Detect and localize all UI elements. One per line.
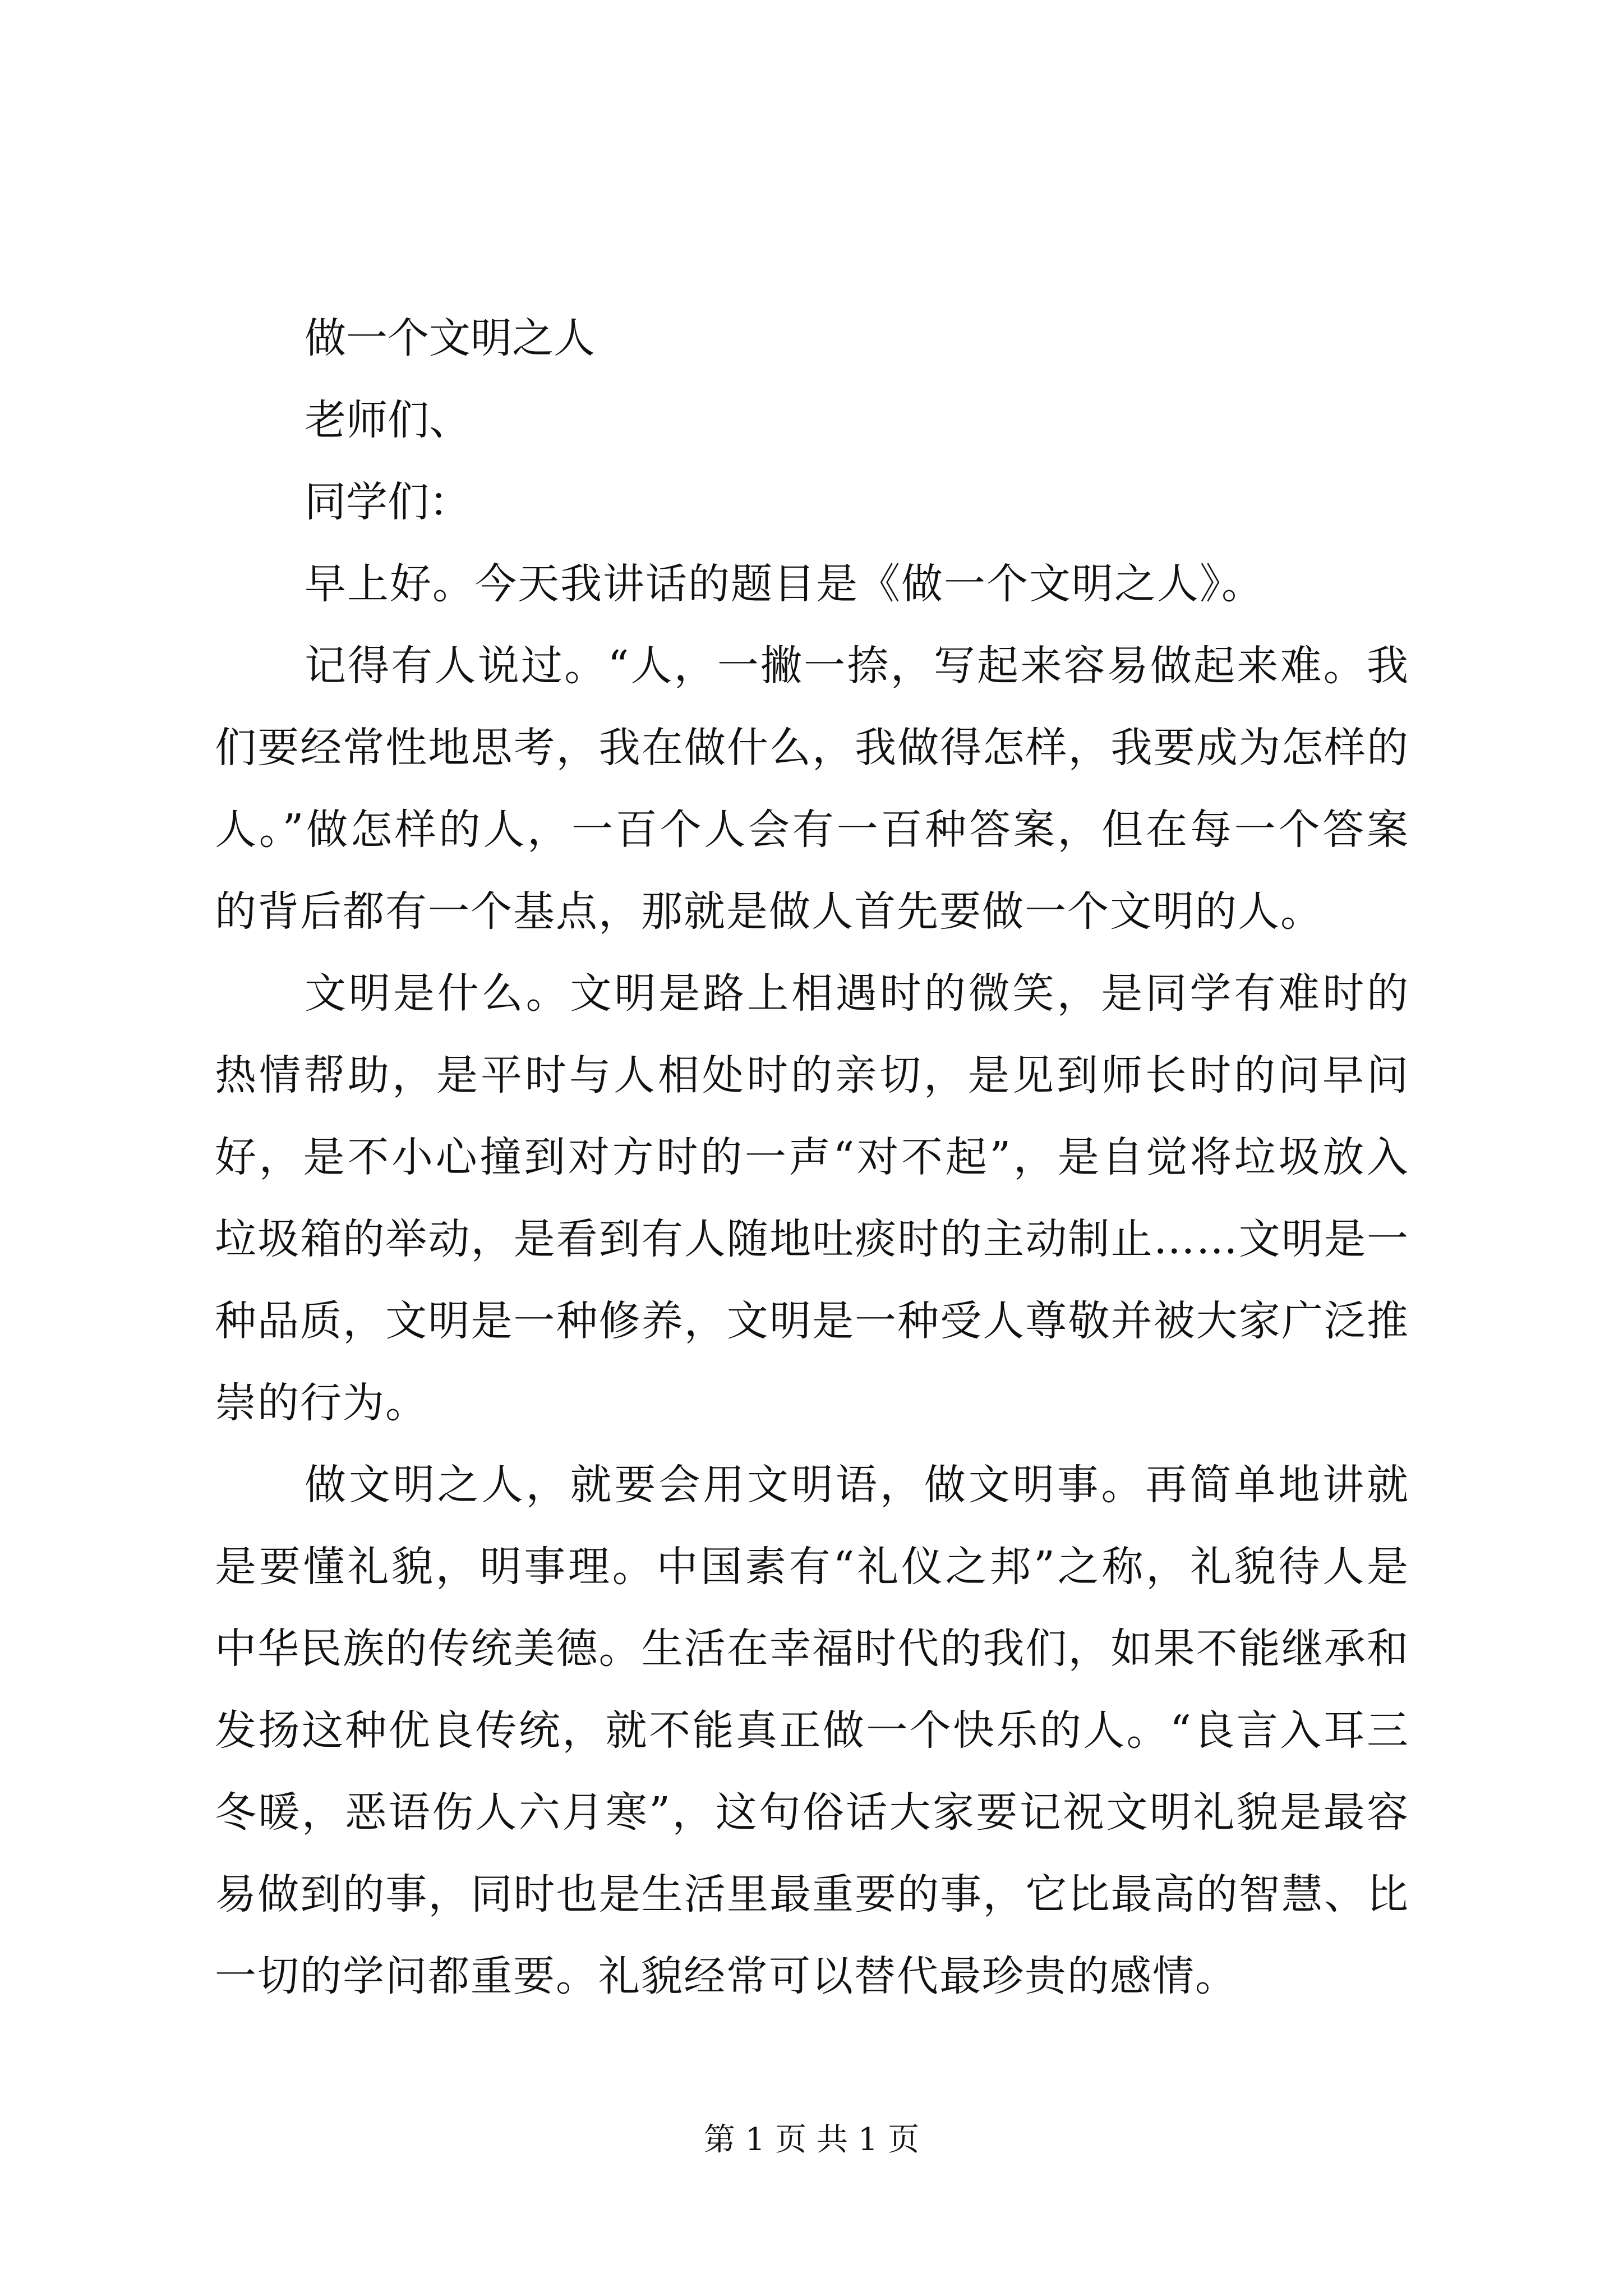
- salutation-students: 同学们：: [305, 478, 471, 526]
- salutation-teachers: 老师们、: [305, 396, 471, 444]
- document-body: [215, 297, 1409, 2017]
- document-title: 做一个文明之人: [305, 314, 595, 362]
- paragraph-what-is-civility: 文明是什么。文明是路上相遇时的微笑，是同学有难时的热情帮助，是平时与人相处时的亲切，是见到师长时的问早问好，是不小心撞到对方时的一声“对不起”，是自觉将垃圾放入垃圾箱的举动，是看到有人随地吐痰时的主动制止……文明是一种品质，文明是一种修养，文明是一种受人尊敬并被大家广泛推崇的行为。: [215, 969, 1409, 1427]
- paragraph-greeting: 早上好。今天我讲话的题目是《做一个文明之人》。: [305, 560, 1264, 608]
- paragraph-quote: 记得有人说过。“人，一撇一捺，写起来容易做起来难。我们要经常性地思考，我在做什么，我做得怎样，我要成为怎样的人。”做怎样的人，一百个人会有一百种答案，但在每一个答案的背后都有一个基点，那就是做人首先要做一个文明的人。: [215, 642, 1409, 936]
- page-footer: 第 1 页 共 1 页: [703, 2122, 920, 2158]
- paragraph-civil-person: 做文明之人，就要会用文明语，做文明事。再简单地讲就是要懂礼貌，明事理。中国素有“礼仪之邦”之称，礼貌待人是中华民族的传统美德。生活在幸福时代的我们，如果不能继承和发扬这种优良传统，就不能真正做一个快乐的人。“良言入耳三冬暖，恶语伤人六月寒”，这句俗话大家要记祝文明礼貌是最容易做到的事，同时也是生活里最重要的事，它比最高的智慧、比一切的学问都重要。礼貌经常可以替代最珍贵的感情。: [215, 1461, 1409, 2000]
